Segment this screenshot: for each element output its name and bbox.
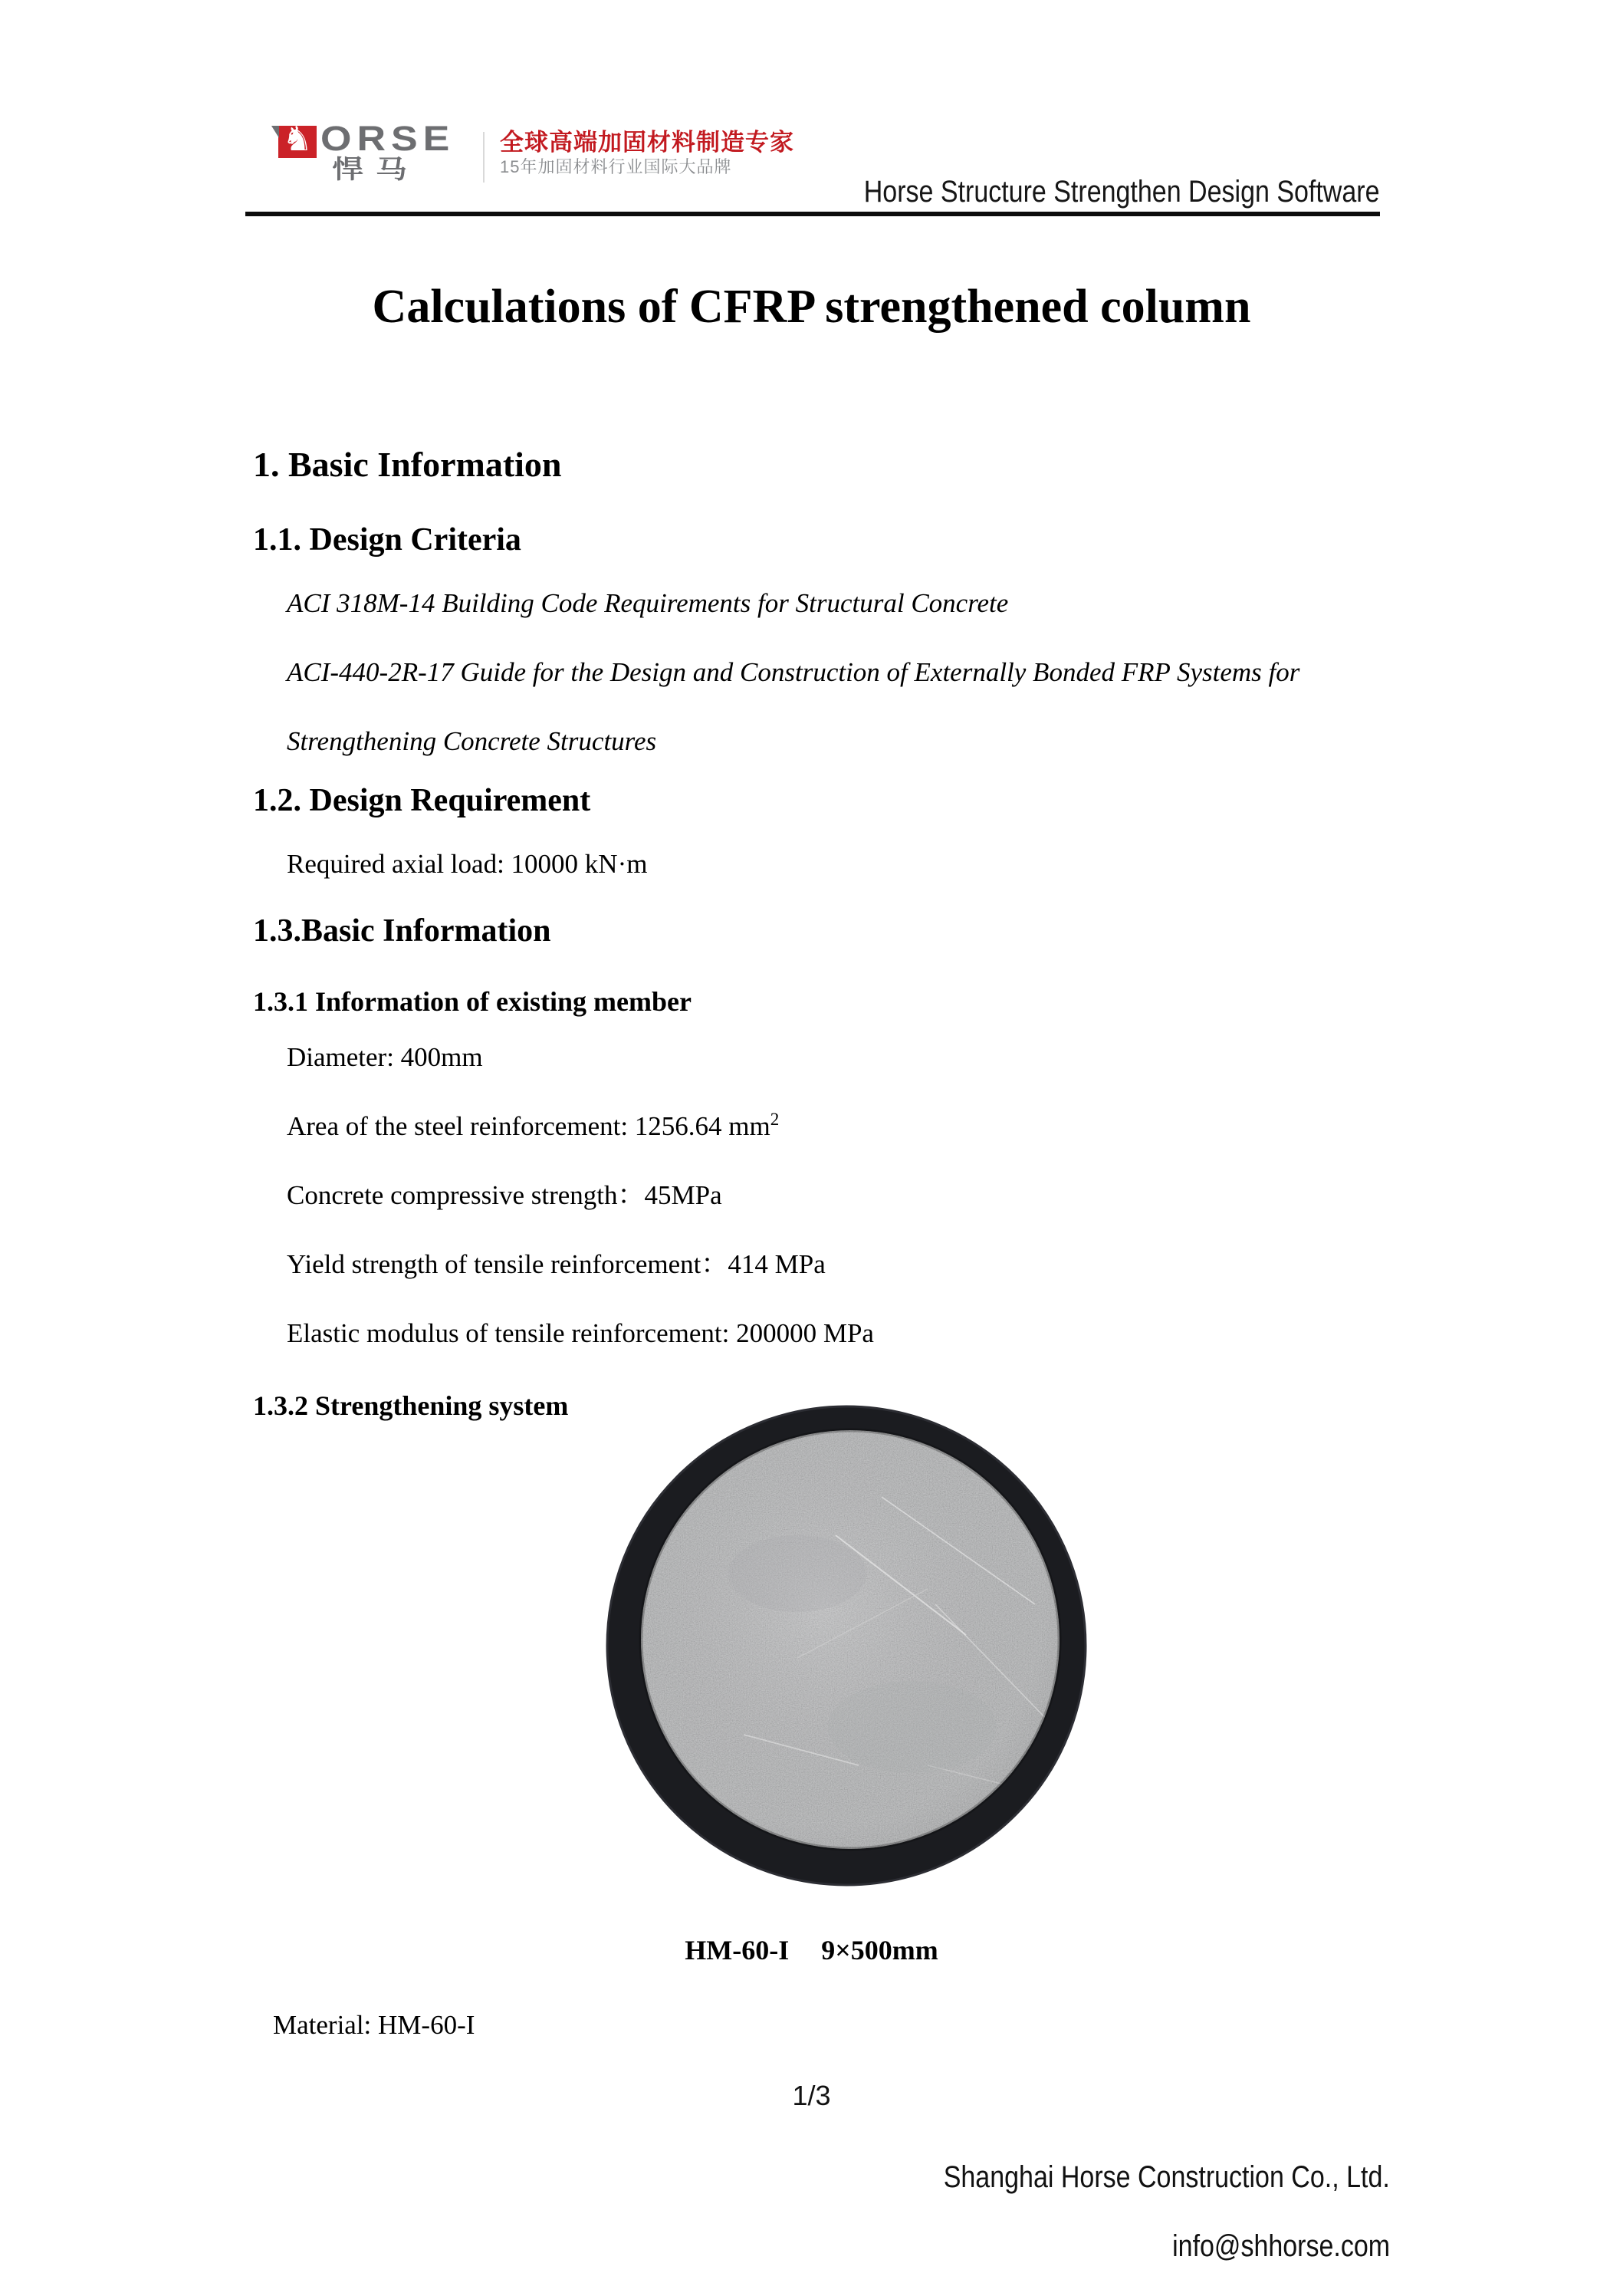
subsection-existing-member: 1.3.1 Information of existing member <box>253 986 692 1017</box>
yield-strength-line: Yield strength of tensile reinforcement：414 MPa <box>287 1249 826 1279</box>
column-cross-section-image <box>606 1405 1087 1886</box>
section-design-requirement: 1.2. Design Requirement <box>253 783 591 818</box>
subsection-strengthening-system: 1.3.2 Strengthening system <box>253 1390 569 1421</box>
criteria-line-1: ACI 318M-14 Building Code Requirements for Structural Concrete <box>287 588 1009 618</box>
figure-caption <box>0 1934 1623 1966</box>
column-cross-section-photo <box>606 1405 1087 1886</box>
section-design-criteria: 1.1. Design Criteria <box>253 522 521 558</box>
figure-caption-size: 9×500mm <box>821 1935 938 1965</box>
section-basic-information-2: 1.3.Basic Information <box>253 913 551 949</box>
logo-mark <box>278 120 317 159</box>
slogan-primary: 全球高端加固材料制造专家 <box>500 129 794 156</box>
horse-head-icon: ♞ <box>282 120 313 159</box>
header-rule <box>245 212 1380 216</box>
required-axial-load: Required axial load: 10000 kN·m <box>287 849 648 879</box>
criteria-line-2: ACI-440-2R-17 Guide for the Design and Construction of Externally Bonded FRP Systems for <box>287 657 1300 687</box>
elastic-modulus-line: Elastic modulus of tensile reinforcement: 200000 MPa <box>287 1318 874 1348</box>
steel-area-line <box>287 1110 779 1146</box>
logo-divider <box>483 132 485 183</box>
slogan-secondary: 15年加固材料行业国际大品牌 <box>500 157 732 176</box>
criteria-line-3: Strengthening Concrete Structures <box>287 726 657 756</box>
steel-area-text: Area of the steel reinforcement: 1256.64 mm <box>287 1111 770 1141</box>
footer-email: info@shhorse.com <box>1172 2229 1390 2263</box>
page-number: 1/3 <box>792 2080 831 2111</box>
header-title: Horse Structure Strengthen Design Software <box>864 175 1380 209</box>
footer-company: Shanghai Horse Construction Co., Ltd. <box>943 2160 1390 2194</box>
concrete-strength-line: Concrete compressive strength：45MPa <box>287 1180 722 1210</box>
diameter-line: Diameter: 400mm <box>287 1042 483 1072</box>
material-line: Material: HM-60-I <box>273 2010 475 2040</box>
figure-caption-model: HM-60-I <box>685 1935 790 1965</box>
logo-chinese: 悍马 <box>332 155 419 183</box>
steel-area-superscript: 2 <box>770 1110 780 1129</box>
page-title: Calculations of CFRP strengthened column <box>372 281 1251 333</box>
logo-word: ORSE <box>320 119 455 159</box>
section-basic-information: 1. Basic Information <box>253 445 562 484</box>
